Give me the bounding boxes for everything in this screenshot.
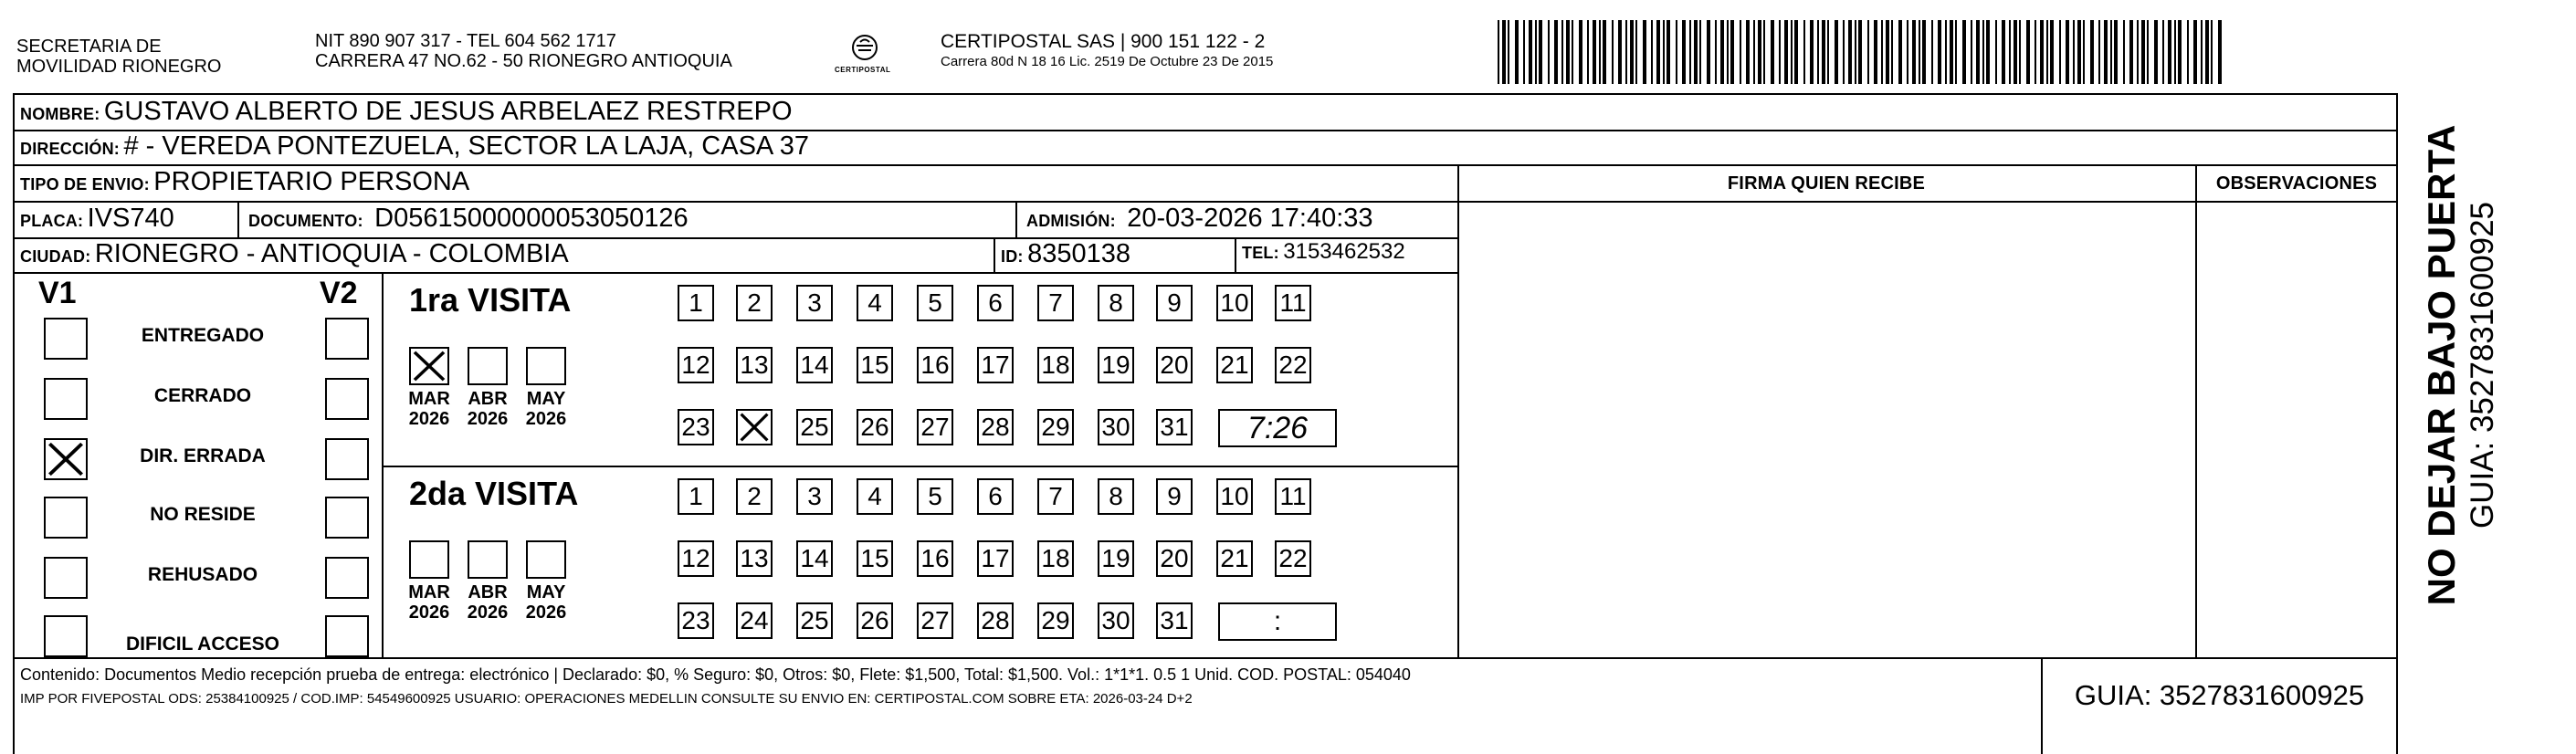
tipo-value: PROPIETARIO PERSONA — [153, 167, 470, 196]
barcode-bar — [1794, 20, 1798, 84]
barcode-bar — [1950, 20, 1953, 84]
placa-cell — [20, 204, 174, 234]
visit-title: 1ra VISITA — [409, 281, 572, 319]
barcode-bar — [1720, 20, 1724, 84]
direccion-row — [20, 131, 809, 162]
day-box[interactable]: 29 — [1037, 409, 1074, 445]
day-box[interactable]: 31 — [1156, 602, 1193, 639]
day-box[interactable]: 18 — [1037, 347, 1074, 383]
barcode-bar — [1535, 20, 1537, 84]
barcode — [1498, 20, 2228, 86]
day-box[interactable]: 23 — [678, 602, 714, 639]
day-box[interactable]: 3 — [796, 478, 833, 515]
barcode-bar — [2002, 20, 2005, 84]
side-guia: GUIA: 3527831600925 — [2465, 201, 2500, 529]
barcode-bar — [1699, 20, 1701, 84]
barcode-bar — [1630, 20, 1634, 84]
month-label — [520, 582, 572, 623]
barcode-bar — [1791, 20, 1793, 84]
barcode-bar — [1874, 20, 1877, 84]
barcode-bar — [1843, 20, 1845, 84]
barcode-bar — [1561, 20, 1563, 84]
day-box[interactable]: 21 — [1216, 347, 1253, 383]
day-box[interactable]: 5 — [917, 478, 953, 515]
barcode-bar — [2110, 20, 2112, 84]
barcode-bar — [1945, 20, 1947, 84]
day-box[interactable]: 24 — [736, 602, 773, 639]
sender-name-line1: SECRETARIA DE — [16, 37, 162, 57]
barcode-bar — [1682, 20, 1686, 84]
sender-address: CARRERA 47 NO.62 - 50 RIONEGRO ANTIOQUIA — [315, 51, 732, 71]
barcode-bar — [2090, 20, 2094, 84]
day-box[interactable]: 21 — [1216, 540, 1253, 577]
barcode-bar — [2098, 20, 2100, 84]
barcode-bar — [1508, 20, 1509, 84]
day-box[interactable]: 10 — [1216, 285, 1253, 321]
barcode-bar — [1515, 20, 1519, 84]
barcode-bar — [1891, 20, 1893, 84]
barcode-bar — [1886, 20, 1889, 84]
barcode-bar — [1667, 20, 1670, 84]
barcode-bar — [1523, 20, 1525, 84]
barcode-bar — [1907, 20, 1908, 84]
barcode-bar — [1651, 20, 1653, 84]
barcode-bar — [1498, 20, 1499, 84]
barcode-bar — [2083, 20, 2085, 84]
month-year: 2026 — [408, 409, 450, 429]
barcode-bar — [1962, 20, 1966, 84]
barcode-bar — [2035, 20, 2036, 84]
barcode-bar — [2059, 20, 2061, 84]
barcode-bar — [1643, 20, 1646, 84]
day-box[interactable]: 6 — [977, 285, 1014, 321]
barcode-bar — [1986, 20, 1990, 84]
barcode-bar — [1898, 20, 1902, 84]
month-checkbox[interactable] — [526, 347, 566, 385]
v2-label: V2 — [320, 276, 358, 310]
barcode-bar — [2040, 20, 2044, 84]
barcode-bar — [1502, 20, 1506, 84]
v2-checkbox[interactable] — [325, 497, 369, 539]
direccion-value: # - VEREDA PONTEZUELA, SECTOR LA LAJA, CASA 37 — [123, 131, 809, 161]
barcode-bar — [1848, 20, 1852, 84]
barcode-bar — [2009, 20, 2011, 84]
certipostal-logo — [833, 31, 897, 79]
day-box[interactable]: 28 — [977, 602, 1014, 639]
day-box[interactable]: 1 — [678, 285, 714, 321]
barcode-bar — [1618, 20, 1622, 84]
barcode-bar — [1715, 20, 1717, 84]
day-box[interactable]: 10 — [1216, 478, 1253, 515]
status-option-label: ENTREGADO — [141, 325, 265, 346]
barcode-bar — [2114, 20, 2118, 84]
sender-info — [315, 31, 732, 71]
time-box[interactable]: : — [1218, 602, 1337, 641]
tel-label: TEL: — [1242, 244, 1279, 262]
barcode-bar — [1817, 20, 1819, 84]
barcode-bar — [2178, 20, 2182, 84]
month-name: MAR — [408, 389, 450, 409]
barcode-bar — [1539, 20, 1542, 84]
day-box[interactable]: 8 — [1098, 285, 1134, 321]
sender-name-line2: MOVILIDAD RIONEGRO — [16, 57, 222, 77]
barcode-bar — [2026, 20, 2030, 84]
barcode-bar — [2168, 20, 2171, 84]
barcode-bar — [1753, 20, 1755, 84]
tipo-label: TIPO DE ENVIO: — [20, 175, 150, 194]
day-box[interactable]: 12 — [678, 347, 714, 383]
nombre-label: NOMBRE: — [20, 105, 100, 123]
day-box[interactable]: 30 — [1098, 602, 1134, 639]
day-box[interactable]: 29 — [1037, 602, 1074, 639]
barcode-bar — [1599, 20, 1601, 84]
carrier-info — [941, 31, 1273, 71]
v2-checkbox[interactable] — [325, 318, 369, 360]
barcode-bar — [1727, 20, 1729, 84]
placa-value: IVS740 — [87, 204, 174, 233]
status-option-label: DIFICIL ACCESO — [125, 634, 279, 655]
barcode-bar — [1663, 20, 1665, 84]
barcode-bar — [2013, 20, 2017, 84]
day-box[interactable]: 16 — [917, 347, 953, 383]
placa-label: PLACA: — [20, 212, 84, 230]
barcode-bar — [1955, 20, 1957, 84]
footer-imp: IMP POR FIVEPOSTAL ODS: 25384100925 / COD.IMP: 54549600925 USUARIO: OPERACIONES MEDELLIN CONSULTE SU ENVIO EN: CERTIPOSTAL.COM SOBRE ETA: 2026-03-24 D+2 — [20, 691, 1193, 707]
month-name: MAY — [526, 582, 566, 602]
carrier-license: Carrera 80d N 18 16 Lic. 2519 De Octubre 23 De 2015 — [941, 54, 1274, 69]
day-box[interactable]: 27 — [917, 409, 953, 445]
day-box[interactable]: 9 — [1156, 285, 1193, 321]
month-checkbox[interactable] — [468, 540, 508, 579]
day-box[interactable]: 19 — [1098, 540, 1134, 577]
month-name: ABR — [468, 582, 508, 602]
day-box[interactable]: 18 — [1037, 540, 1074, 577]
barcode-bar — [1730, 20, 1734, 84]
visit-title: 2da VISITA — [409, 475, 579, 512]
v1-checkbox[interactable] — [44, 615, 88, 657]
month-label — [462, 582, 513, 623]
day-box[interactable]: 6 — [977, 478, 1014, 515]
barcode-bar — [1603, 20, 1606, 84]
ciudad-value: RIONEGRO - ANTIOQUIA - COLOMBIA — [94, 239, 569, 268]
day-box[interactable]: 11 — [1275, 285, 1311, 321]
month-year: 2026 — [467, 409, 509, 429]
barcode-bar — [1810, 20, 1814, 84]
v1-checkbox[interactable] — [44, 497, 88, 539]
firma-header: FIRMA QUIEN RECIBE — [1727, 173, 1926, 194]
barcode-bar — [2077, 20, 2081, 84]
barcode-bar — [1625, 20, 1627, 84]
month-checkbox[interactable] — [468, 347, 508, 385]
barcode-bar — [2066, 20, 2069, 84]
v2-checkbox[interactable] — [325, 615, 369, 657]
barcode-bar — [1803, 20, 1805, 84]
barcode-bar — [2019, 20, 2021, 84]
barcode-bar — [1554, 20, 1558, 84]
footer-guia: GUIA: 3527831600925 — [2074, 679, 2365, 711]
day-box[interactable]: 28 — [977, 409, 1014, 445]
month-year: 2026 — [525, 409, 567, 429]
v1-label: V1 — [38, 276, 77, 310]
barcode-bar — [2123, 20, 2125, 84]
ciudad-label: CIUDAD: — [20, 247, 91, 266]
barcode-bar — [1746, 20, 1750, 84]
day-box[interactable]: 13 — [736, 540, 773, 577]
status-option-label: NO RESIDE — [150, 504, 256, 525]
day-box[interactable]: 17 — [977, 540, 1014, 577]
month-label — [404, 582, 455, 623]
carrier-name: CERTIPOSTAL SAS | 900 151 122 - 2 — [941, 31, 1266, 52]
barcode-bar — [2174, 20, 2176, 84]
id-value: 8350138 — [1027, 239, 1130, 268]
barcode-bar — [1931, 20, 1933, 84]
day-box[interactable]: 1 — [678, 478, 714, 515]
day-box[interactable]: 13 — [736, 347, 773, 383]
id-label: ID: — [1001, 247, 1024, 266]
barcode-bar — [1835, 20, 1838, 84]
barcode-bar — [1763, 20, 1765, 84]
admision-value: 20-03-2026 17:40:33 — [1127, 204, 1373, 233]
day-box[interactable]: 12 — [678, 540, 714, 577]
admision-cell — [1026, 204, 1373, 234]
day-box[interactable]: 7 — [1037, 478, 1074, 515]
time-box[interactable]: 7:26 — [1218, 409, 1337, 447]
barcode-bar — [1758, 20, 1761, 84]
barcode-bar — [2104, 20, 2108, 84]
barcode-bar — [1919, 20, 1920, 84]
day-box[interactable]: 27 — [917, 602, 953, 639]
day-box[interactable]: 15 — [857, 540, 893, 577]
sender-name — [16, 37, 221, 77]
barcode-bar — [1976, 20, 1980, 84]
barcode-bar — [2141, 20, 2145, 84]
day-box[interactable]: 23 — [678, 409, 714, 445]
day-box[interactable]: 2 — [736, 285, 773, 321]
barcode-bar — [1938, 20, 1941, 84]
month-name: MAY — [526, 389, 566, 409]
v1-checkbox[interactable] — [44, 438, 88, 480]
barcode-bar — [2073, 20, 2075, 84]
day-box[interactable]: 9 — [1156, 478, 1193, 515]
day-box[interactable]: 30 — [1098, 409, 1134, 445]
day-box[interactable]: 8 — [1098, 478, 1134, 515]
day-box[interactable]: 17 — [977, 347, 1014, 383]
month-label — [404, 389, 455, 429]
barcode-bar — [1579, 20, 1582, 84]
month-year: 2026 — [408, 602, 450, 623]
v1-checkbox[interactable] — [44, 557, 88, 599]
month-name: ABR — [468, 389, 508, 409]
barcode-bar — [1612, 20, 1614, 84]
documento-value: D05615000000053050126 — [374, 204, 689, 233]
direccion-label: DIRECCIÓN: — [20, 140, 120, 158]
month-year: 2026 — [525, 602, 567, 623]
tipo-row — [20, 167, 469, 197]
day-box[interactable]: 26 — [857, 409, 893, 445]
day-box[interactable]: 5 — [917, 285, 953, 321]
barcode-bar — [1689, 20, 1691, 84]
day-box[interactable]: 11 — [1275, 478, 1311, 515]
status-option-label: REHUSADO — [147, 564, 258, 585]
barcode-bar — [2137, 20, 2139, 84]
barcode-bar — [1867, 20, 1869, 84]
barcode-bar — [2193, 20, 2197, 84]
logo-text: CERTIPOSTAL — [835, 66, 891, 74]
barcode-bar — [1548, 20, 1550, 84]
barcode-bar — [1779, 20, 1781, 84]
barcode-bar — [1858, 20, 1862, 84]
barcode-bar — [2147, 20, 2149, 84]
day-box[interactable]: 25 — [796, 409, 833, 445]
barcode-bar — [1771, 20, 1774, 84]
day-box[interactable]: 3 — [796, 285, 833, 321]
barcode-bar — [2154, 20, 2158, 84]
barcode-bar — [2218, 20, 2222, 84]
barcode-bar — [1822, 20, 1825, 84]
month-label — [462, 389, 513, 429]
ciudad-cell — [20, 239, 569, 269]
id-cell — [1001, 239, 1130, 269]
status-option-label: DIR. ERRADA — [140, 445, 266, 466]
status-option-label: CERRADO — [153, 385, 252, 406]
day-box[interactable]: 26 — [857, 602, 893, 639]
day-box[interactable]: 7 — [1037, 285, 1074, 321]
side-text — [2420, 91, 2502, 639]
day-box[interactable]: 16 — [917, 540, 953, 577]
barcode-bar — [1529, 20, 1532, 84]
barcode-bar — [1566, 20, 1570, 84]
day-box[interactable]: 14 — [796, 540, 833, 577]
barcode-bar — [1922, 20, 1926, 84]
day-box[interactable]: 22 — [1275, 540, 1311, 577]
day-box[interactable]: 4 — [857, 478, 893, 515]
barcode-bar — [2129, 20, 2133, 84]
nombre-value: GUSTAVO ALBERTO DE JESUS ARBELAEZ RESTREPO — [103, 97, 793, 126]
v1-checkbox[interactable] — [44, 378, 88, 420]
v2-checkbox[interactable] — [325, 438, 369, 480]
month-checkbox[interactable] — [409, 347, 449, 385]
v1-checkbox[interactable] — [44, 318, 88, 360]
day-box[interactable]: 31 — [1156, 409, 1193, 445]
barcode-bar — [1656, 20, 1660, 84]
barcode-bar — [2201, 20, 2203, 84]
month-label — [520, 389, 572, 429]
day-box[interactable]: 22 — [1275, 347, 1311, 383]
barcode-bar — [1784, 20, 1788, 84]
barcode-bar — [2046, 20, 2048, 84]
month-checkbox[interactable] — [526, 540, 566, 579]
barcode-bar — [2162, 20, 2164, 84]
footer-contenido: Contenido: Documentos Medio recepción prueba de entrega: electrónico | Declarado: $0, % Seguro: $0, Otros: $0, Flete: $1,500, Total: $1,500. Vol.: 1*1*1. 0.5 1 Unid. COD. POSTAL: 054040 — [20, 665, 1411, 684]
barcode-bar — [1855, 20, 1856, 84]
nombre-row — [20, 97, 793, 127]
barcode-bar — [1635, 20, 1637, 84]
v2-checkbox[interactable] — [325, 378, 369, 420]
observaciones-header: OBSERVACIONES — [2215, 173, 2378, 194]
day-box[interactable]: 15 — [857, 347, 893, 383]
barcode-bar — [1676, 20, 1677, 84]
day-box[interactable]: 25 — [796, 602, 833, 639]
barcode-bar — [1587, 20, 1589, 84]
barcode-bar — [2050, 20, 2054, 84]
day-box[interactable]: 20 — [1156, 540, 1193, 577]
barcode-bar — [2211, 20, 2213, 84]
barcode-bar — [1593, 20, 1596, 84]
barcode-bar — [1881, 20, 1883, 84]
barcode-bar — [1982, 20, 1984, 84]
tel-value: 3153462532 — [1283, 239, 1405, 264]
barcode-bar — [1827, 20, 1829, 84]
barcode-bar — [1971, 20, 1972, 84]
month-year: 2026 — [467, 602, 509, 623]
month-name: MAR — [408, 582, 450, 602]
barcode-bar — [1572, 20, 1573, 84]
sender-nit: NIT 890 907 317 - TEL 604 562 1717 — [315, 31, 616, 51]
barcode-bar — [1740, 20, 1741, 84]
barcode-bar — [2187, 20, 2189, 84]
barcode-bar — [1912, 20, 1916, 84]
day-box[interactable]: 4 — [857, 285, 893, 321]
barcode-bar — [1694, 20, 1698, 84]
barcode-bar — [2205, 20, 2209, 84]
barcode-bar — [1707, 20, 1710, 84]
admision-label: ADMISIÓN: — [1026, 212, 1116, 230]
documento-label: DOCUMENTO: — [248, 212, 363, 230]
day-box[interactable]: 14 — [796, 347, 833, 383]
v2-checkbox[interactable] — [325, 557, 369, 599]
side-warning: NO DEJAR BAJO PUERTA — [2420, 124, 2463, 606]
day-box[interactable]: 19 — [1098, 347, 1134, 383]
day-box[interactable] — [736, 409, 773, 445]
tel-cell — [1242, 239, 1405, 265]
day-box[interactable]: 20 — [1156, 347, 1193, 383]
documento-cell — [248, 204, 689, 234]
month-checkbox[interactable] — [409, 540, 449, 579]
barcode-bar — [1995, 20, 1997, 84]
day-box[interactable]: 2 — [736, 478, 773, 515]
